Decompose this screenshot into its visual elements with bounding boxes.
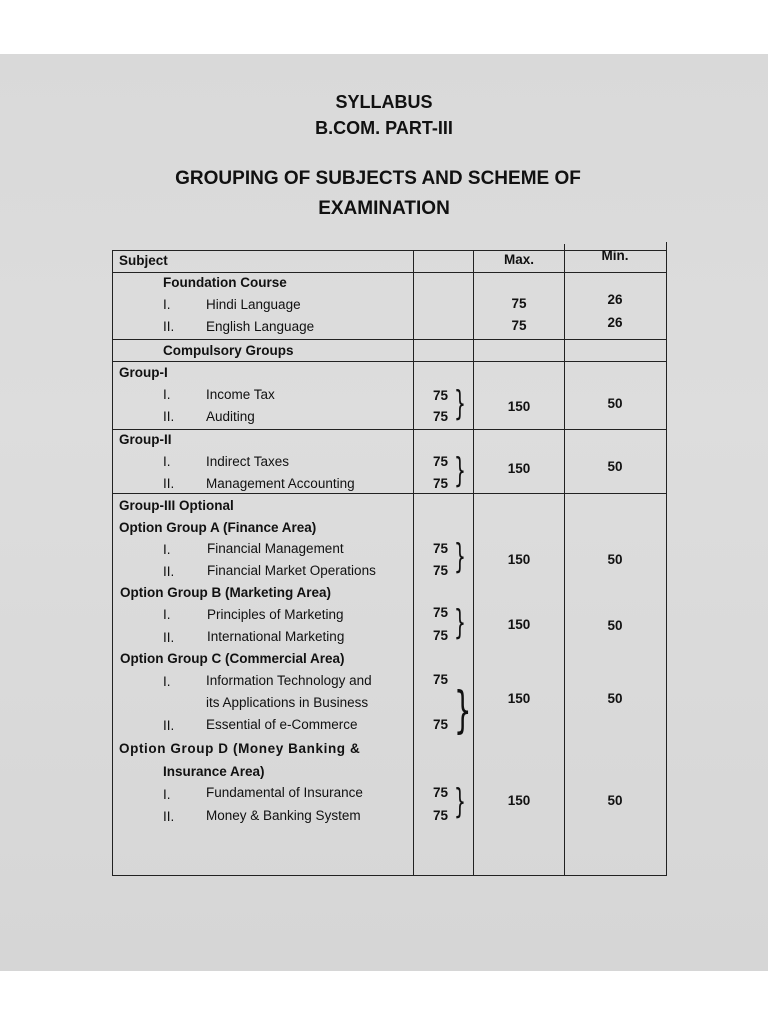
option-a-max: 150 (507, 552, 531, 567)
row-divider (112, 361, 667, 362)
group-1-row-2-num: II. (163, 409, 175, 424)
option-d-row-2-name: Money & Banking System (206, 808, 361, 823)
compulsory-groups-label: Compulsory Groups (163, 343, 294, 358)
group-2-row-2-num: II. (163, 476, 175, 491)
course-title: B.COM. PART-III (315, 118, 453, 138)
option-c-row-1-name-line2: its Applications in Business (206, 695, 369, 710)
header-max: Max. (503, 252, 534, 267)
option-a-row-2-name: Financial Market Operations (207, 563, 376, 578)
option-c-row-1-num: I. (163, 674, 171, 689)
foundation-row-2-num: II. (163, 319, 175, 334)
option-group-a-label: Option Group A (Finance Area) (119, 520, 317, 535)
group-1-label: Group-I (119, 365, 168, 380)
group-2-row-1-name: Indirect Taxes (206, 454, 290, 469)
table-border-left (112, 250, 113, 876)
brace-symbol: } (454, 384, 466, 424)
brace-symbol: } (454, 782, 466, 822)
option-b-row-2-marks: 75 (433, 628, 449, 643)
option-c-row-2-marks: 75 (433, 717, 449, 732)
option-group-c-label: Option Group C (Commercial Area) (120, 651, 345, 666)
column-divider-2 (473, 250, 474, 876)
section-heading-line2: EXAMINATION (318, 198, 450, 219)
option-a-min: 50 (607, 552, 623, 567)
group-2-min: 50 (607, 459, 623, 474)
group-3-label: Group-III Optional (119, 498, 234, 513)
option-a-row-1-name: Financial Management (207, 541, 344, 556)
syllabus-title: SYLLABUS (335, 92, 433, 112)
group-2-row-1-marks: 75 (433, 454, 449, 469)
brace-symbol: } (454, 603, 466, 643)
option-d-row-2-num: II. (163, 809, 175, 824)
option-a-row-1-marks: 75 (433, 541, 449, 556)
option-d-max: 150 (507, 793, 531, 808)
option-group-d-label-line2: Insurance Area) (163, 764, 265, 779)
brace-symbol: } (454, 681, 472, 739)
option-c-row-2-name: Essential of e-Commerce (206, 717, 358, 732)
option-c-min: 50 (607, 691, 623, 706)
option-c-max: 150 (507, 691, 531, 706)
option-b-row-2-num: II. (163, 630, 175, 645)
row-divider (112, 493, 667, 494)
table-border-bottom (112, 875, 667, 876)
foundation-course-label: Foundation Course (163, 275, 287, 290)
group-1-row-2-name: Auditing (206, 409, 255, 424)
option-a-row-2-num: II. (163, 564, 175, 579)
foundation-row-1-num: I. (163, 297, 171, 312)
foundation-row-1-max: 75 (511, 296, 527, 311)
option-b-row-1-marks: 75 (433, 605, 449, 620)
group-1-row-1-name: Income Tax (206, 387, 275, 402)
brace-symbol: } (454, 451, 466, 491)
foundation-row-2-max: 75 (511, 318, 527, 333)
foundation-row-2-min: 26 (607, 315, 623, 330)
option-group-b-label: Option Group B (Marketing Area) (120, 585, 332, 600)
column-divider-1 (413, 250, 414, 876)
brace-symbol: } (454, 537, 466, 577)
row-divider (112, 339, 667, 340)
option-b-row-2-name: International Marketing (207, 629, 345, 644)
exam-scheme-table (112, 242, 667, 876)
group-2-row-2-name: Management Accounting (206, 476, 355, 491)
group-2-label: Group-II (119, 432, 172, 447)
option-b-min: 50 (607, 618, 623, 633)
group-1-row-2-marks: 75 (433, 409, 449, 424)
option-d-row-1-name: Fundamental of Insurance (206, 785, 363, 800)
option-b-row-1-name: Principles of Marketing (207, 607, 344, 622)
option-d-row-2-marks: 75 (433, 808, 449, 823)
group-2-row-1-num: I. (163, 454, 171, 469)
option-a-row-1-num: I. (163, 542, 171, 557)
table-border-right (666, 242, 667, 876)
row-divider (112, 429, 667, 430)
section-heading-line1: GROUPING OF SUBJECTS AND SCHEME OF (175, 168, 581, 189)
option-d-row-1-marks: 75 (433, 785, 449, 800)
foundation-row-1-name: Hindi Language (206, 297, 301, 312)
group-1-row-1-num: I. (163, 387, 171, 402)
row-divider (112, 272, 667, 273)
foundation-row-1-min: 26 (607, 292, 623, 307)
group-1-max: 150 (507, 399, 531, 414)
option-d-row-1-num: I. (163, 787, 171, 802)
option-c-row-2-num: II. (163, 718, 175, 733)
option-c-row-1-marks: 75 (433, 672, 449, 687)
option-b-row-1-num: I. (163, 607, 171, 622)
foundation-row-2-name: English Language (206, 319, 315, 334)
header-min: Min. (601, 248, 629, 263)
option-group-d-label-line1: Option Group D (Money Banking & (119, 741, 361, 756)
option-c-row-1-name-line1: Information Technology and (206, 673, 372, 688)
group-2-row-2-marks: 75 (433, 476, 449, 491)
option-d-min: 50 (607, 793, 623, 808)
group-2-max: 150 (507, 461, 531, 476)
option-b-max: 150 (507, 617, 531, 632)
header-subject: Subject (119, 253, 168, 268)
group-1-min: 50 (607, 396, 623, 411)
option-a-row-2-marks: 75 (433, 563, 449, 578)
group-1-row-1-marks: 75 (433, 388, 449, 403)
